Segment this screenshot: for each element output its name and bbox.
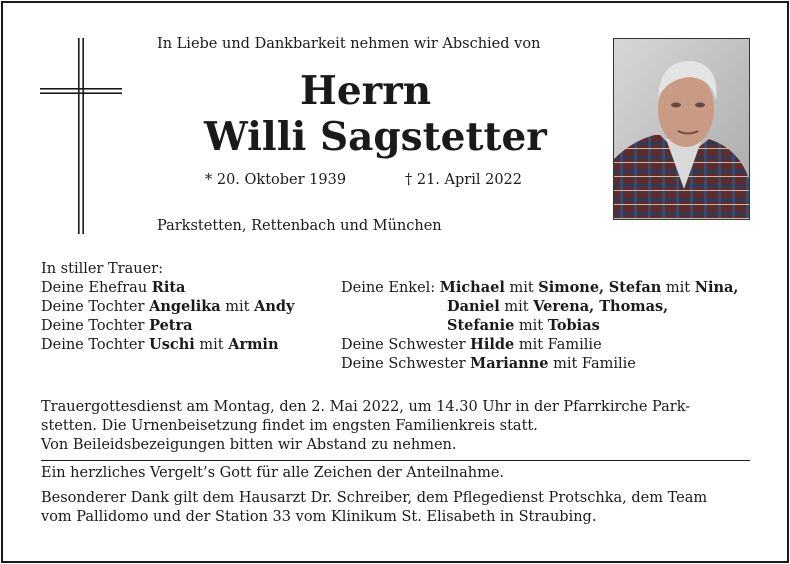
list-item: [341, 278, 738, 297]
relation: mit Familie: [548, 356, 636, 372]
death-date: † 21. April 2022: [405, 172, 522, 188]
mourner-name: Michael: [439, 279, 505, 296]
relation: Deine Schwester: [341, 337, 471, 353]
relation: mit Familie: [514, 337, 602, 353]
special-thanks-line: Besonderer Dank gilt dem Hausarzt Dr. Schreiber, dem Pflegedienst Protschka, dem Team: [41, 490, 708, 506]
list-item: [41, 297, 294, 316]
mourner-name: Hilde: [470, 336, 515, 353]
relation: Deine Ehefrau: [41, 280, 152, 296]
divider: [41, 460, 750, 461]
list-item: [41, 278, 294, 297]
joiner: mit: [499, 299, 534, 315]
mourners-heading: In stiller Trauer:: [41, 261, 163, 277]
mourner-name: Verena, Thomas,: [533, 298, 669, 315]
birth-date: * 20. Oktober 1939: [205, 172, 347, 188]
mourner-name: Armin: [228, 336, 279, 353]
mourner-name: Angelika: [149, 298, 221, 315]
mourner-name: Stefanie: [447, 317, 515, 334]
special-thanks: [41, 489, 707, 527]
mourner-name: Andy: [254, 298, 295, 315]
relation: Deine Schwester: [341, 356, 471, 372]
mourner-name: Uschi: [149, 336, 195, 353]
mourner-name: Tobias: [547, 317, 600, 334]
mourner-name: Nina,: [694, 279, 739, 296]
intro-text: In Liebe und Dankbarkeit nehmen wir Abschied von: [157, 36, 541, 52]
mourner-name: Stefan: [608, 279, 662, 296]
list-item: [41, 316, 294, 335]
cross-icon: [40, 38, 122, 234]
mourner-name: Marianne: [470, 355, 549, 372]
mourner-name: Petra: [149, 317, 193, 334]
list-item: [341, 354, 738, 373]
service-info: [41, 398, 690, 455]
list-item: [341, 297, 738, 316]
joiner: mit: [514, 318, 548, 334]
service-line: Von Beileidsbezeigungen bitten wir Abstand zu nehmen.: [41, 437, 457, 453]
joiner: mit: [194, 337, 229, 353]
deceased-name: Willi Sagstetter: [204, 114, 547, 160]
joiner: mit: [220, 299, 255, 315]
service-line: stetten. Die Urnenbeisetzung findet im engsten Familienkreis statt.: [41, 418, 538, 434]
special-thanks-line: vom Pallidomo und der Station 33 vom Klinikum St. Elisabeth in Straubing.: [41, 509, 597, 525]
list-item: [341, 316, 738, 335]
relation: Deine Tochter: [41, 318, 150, 334]
list-item: [41, 335, 294, 354]
service-line: Trauergottesdienst am Montag, den 2. Mai 2022, um 14.30 Uhr in der Pfarrkirche Park-: [41, 399, 691, 415]
portrait-photo: [613, 38, 750, 220]
family-left-list: [41, 278, 294, 354]
relation: Deine Tochter: [41, 337, 150, 353]
mourner-name: Simone,: [538, 279, 605, 296]
relation: Deine Enkel:: [341, 280, 440, 296]
thanks-text: Ein herzliches Vergelt’s Gott für alle Zeichen der Anteilnahme.: [41, 465, 505, 481]
places-text: Parkstetten, Rettenbach und München: [157, 218, 442, 234]
mourner-name: Daniel: [447, 298, 500, 315]
family-right-list: [341, 278, 738, 373]
list-item: [341, 335, 738, 354]
salutation: Herrn: [300, 68, 432, 114]
mourner-name: Rita: [151, 279, 186, 296]
joiner: mit: [661, 280, 695, 296]
joiner: mit: [504, 280, 539, 296]
relation: Deine Tochter: [41, 299, 150, 315]
